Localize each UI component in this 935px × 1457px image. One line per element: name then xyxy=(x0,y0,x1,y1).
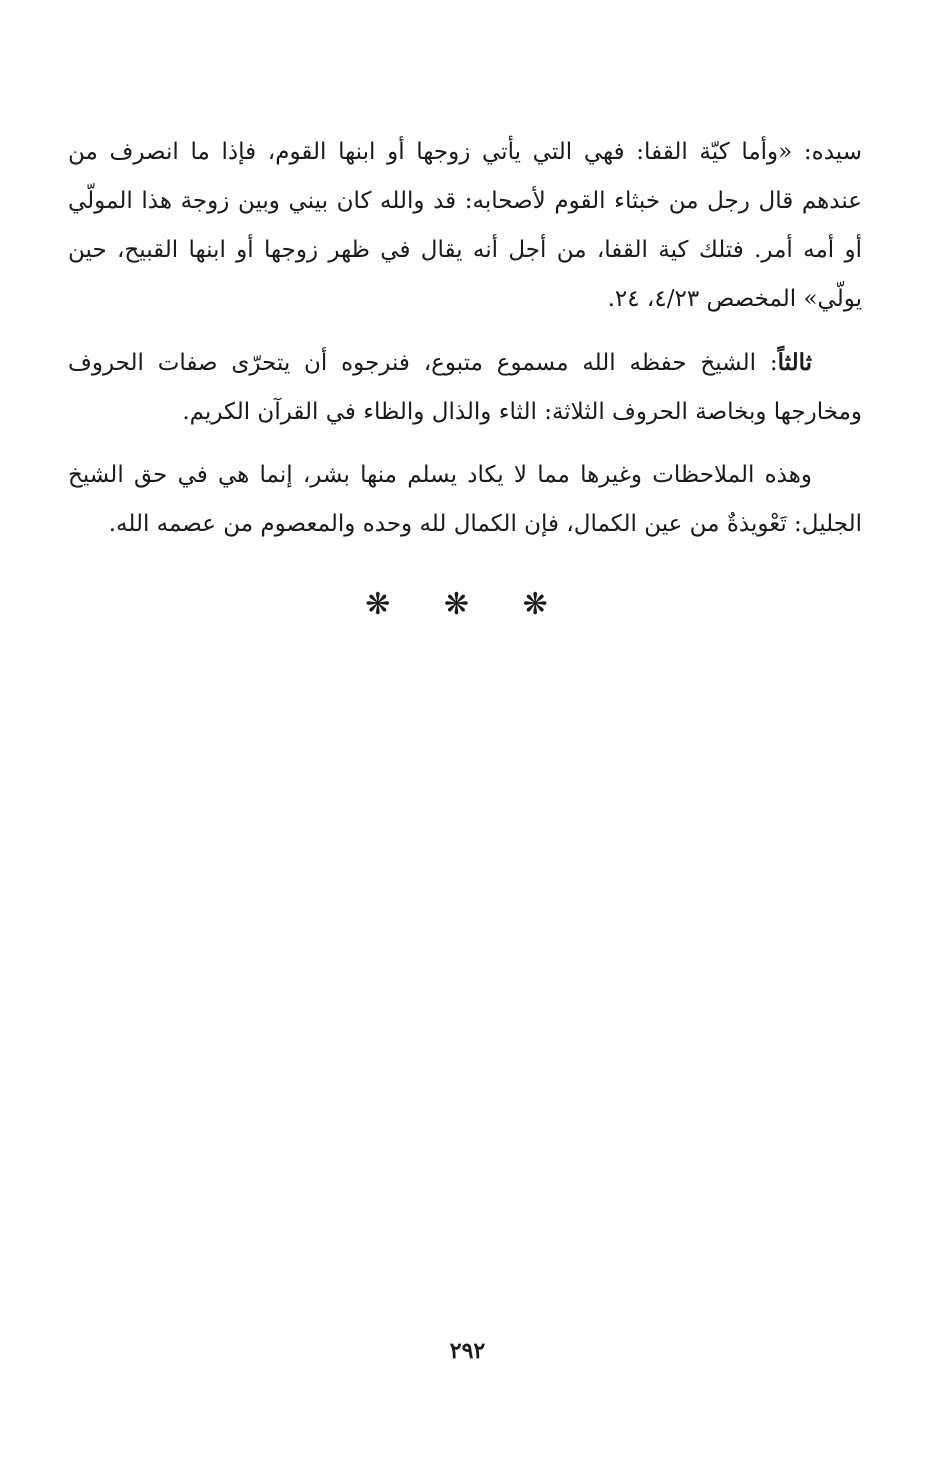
paragraph-lead-word: ثالثاً xyxy=(777,349,812,376)
paragraph-thirdly-text: : الشيخ حفظه الله مسموع متبوع، فنرجوه أن يتحرّى صفات الحروف ومخارجها وبخاصة الحروف الثلاثة: الثاء والذال والظاء في القرآن الكريم. xyxy=(68,350,862,425)
section-separator: ❋ ❋ ❋ xyxy=(365,587,570,622)
page-number: ٢٩٢ xyxy=(449,1338,486,1364)
paragraph-thirdly xyxy=(68,338,862,437)
body-text xyxy=(68,128,862,563)
paragraph-closing: وهذه الملاحظات وغيرها مما لا يكاد يسلم منها بشر، إنما هي في حق الشيخ الجليل: تَعْويذةٌ من عين الكمال، فإن الكمال لله وحده والمعصوم من عصمه الله. xyxy=(68,462,862,537)
paragraph-quote: سيده: «وأما كيّة القفا: فهي التي يأتي زوجها أو ابنها القوم، فإذا ما انصرف من عندهم قال رجل من خبثاء القوم لأصحابه: قد والله كان بيني وبين زوجة هذا المولّي أو أمه أمر. فتلك كية القفا، من أجل أنه يقال في ظهر زوجها أو ابنها القبيح، حين يولّي» المخصص ٤/٢٣، ٢٤. xyxy=(68,139,862,312)
